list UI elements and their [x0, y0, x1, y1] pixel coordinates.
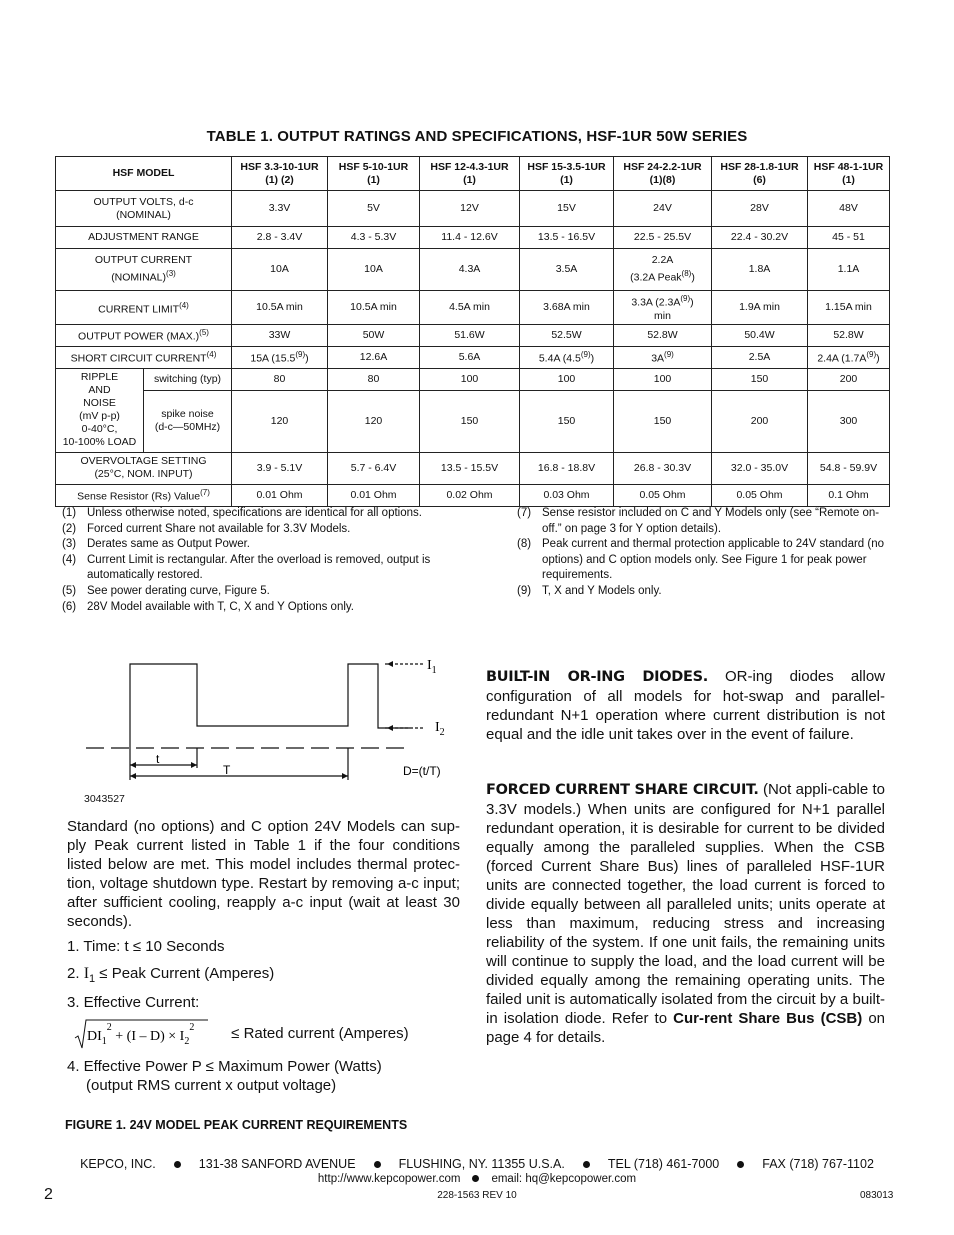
- table-cell: 24V: [614, 191, 712, 227]
- csb-reference: Cur-rent Share Bus (CSB): [673, 1010, 863, 1027]
- table-cell: 15V: [520, 191, 614, 227]
- table-cell: 2.8 - 3.4V: [232, 227, 328, 249]
- table-cell: 22.4 - 30.2V: [712, 227, 808, 249]
- table-cell: 32.0 - 35.0V: [712, 452, 808, 484]
- table-row: [56, 227, 890, 249]
- table-row: [56, 368, 890, 390]
- row-label: ADJUSTMENT RANGE: [56, 227, 232, 249]
- footer-company: KEPCO, INC.: [80, 1157, 156, 1171]
- table-cell: 28V: [712, 191, 808, 227]
- table-cell: 3.3A $(2.3A^{(9)})$ min: [614, 291, 712, 325]
- bullet-icon: [174, 1161, 181, 1168]
- table-row: [56, 346, 890, 368]
- table-cell: 13.5 - 16.5V: [520, 227, 614, 249]
- switching-label: switching (typ): [144, 368, 232, 390]
- table-cell: 5V: [328, 191, 420, 227]
- table-cell: 48V: [808, 191, 890, 227]
- table-cell: 52.8W: [614, 324, 712, 346]
- table-row: [56, 452, 890, 484]
- table-cell: 45 - 51: [808, 227, 890, 249]
- table-cell: 1.1A: [808, 249, 890, 291]
- spike-label: spike noise (d-c—50MHz): [144, 390, 232, 452]
- table-cell: 0.05 Ohm: [614, 484, 712, 506]
- right-column: [486, 667, 885, 1047]
- header-model-6: HSF 28-1.8-1UR (6): [712, 157, 808, 191]
- row-label: OUTPUT POWER $(MAX.)^{(5)}$: [56, 324, 232, 346]
- peak-current-paragraph: Standard (no options) and C option 24V Models can sup-ply Peak current listed in Table 1 if the four conditions listed below are met. This model includes thermal protec-tion, voltage shutdown type. Restart by removing a-c input; after sufficient cooling, reapply a-c input (wait at least 30 seconds).: [67, 818, 460, 930]
- table-row: [56, 191, 890, 227]
- page-number: 2: [44, 1186, 53, 1203]
- ripple-label: RIPPLE AND NOISE (mV p-p) 0-40°C, 10-100% LOAD: [56, 368, 144, 452]
- condition-1: 1. Time: t ≤ 10 Seconds: [67, 938, 225, 955]
- table-cell: 33W: [232, 324, 328, 346]
- bullet-icon: [737, 1161, 744, 1168]
- header-model-1: HSF 3.3-10-1UR (1) (2): [232, 157, 328, 191]
- table-cell: 54.8 - 59.9V: [808, 452, 890, 484]
- table-cell: 50W: [328, 324, 420, 346]
- table-cell: 16.8 - 18.8V: [520, 452, 614, 484]
- oring-text: OR-ing diodes allow configuration of all models for hot-swap and parallel-redundant N+1 operation where current distribution is not equal and the idle unit takes over in the event of failure.: [486, 668, 885, 743]
- table-cell: 150: [614, 390, 712, 452]
- table-cell: 1.15A min: [808, 291, 890, 325]
- table-cell: 150: [712, 368, 808, 390]
- table-row: [56, 484, 890, 506]
- condition-4-note: (output RMS current x output voltage): [86, 1077, 337, 1094]
- footnote: (1) Unless otherwise noted, specifications are identical for all options.: [62, 507, 422, 519]
- table-cell: 1.8A: [712, 249, 808, 291]
- footnote: (9) T, X and Y Models only.: [517, 584, 662, 597]
- table-cell: 3.9 - 5.1V: [232, 452, 328, 484]
- bullet-icon: [374, 1161, 381, 1168]
- table-header-row: [56, 157, 890, 191]
- footnote: (2) Forced current Share not available for 3.3V Models.: [62, 522, 351, 535]
- table-cell: 50.4W: [712, 324, 808, 346]
- effective-current-formula: $DI_1^2 + (I - D) \times I_2^2$ ≤ Rated current (Amperes): [73, 1016, 409, 1052]
- header-model-7: HSF 48-1-1UR (1): [808, 157, 890, 191]
- row-label: CURRENT LIMIT$^{(4)}$: [56, 291, 232, 325]
- label-T: T: [223, 763, 231, 777]
- table-cell: 200: [712, 390, 808, 452]
- bullet-icon: [583, 1161, 590, 1168]
- label-t: t: [156, 752, 160, 766]
- table-row: [56, 249, 890, 291]
- table-cell: 5.6A: [420, 346, 520, 368]
- table-cell: 12.6A: [328, 346, 420, 368]
- footer-web-link[interactable]: http://www.kepcopower.com: [317, 1173, 461, 1185]
- table-cell: 12V: [420, 191, 520, 227]
- condition-3: 3. Effective Current:: [67, 994, 200, 1011]
- table-cell: 52.5W: [520, 324, 614, 346]
- oring-heading: BUILT-IN OR-ING DIODES.: [486, 669, 708, 685]
- bullet-icon: [472, 1175, 479, 1182]
- table-cell: 5.4A (4.5$^{(9)}$): [520, 346, 614, 368]
- table-cell: 1.9A min: [712, 291, 808, 325]
- footnote: (7) Sense resistor included on C and Y Models only (see “Remote on-off.” on page 3 for Y option details).: [517, 507, 880, 535]
- footnote: (4) Current Limit is rectangular. After the overload is removed, output is automatically restored.: [62, 553, 431, 582]
- notes-right: [517, 506, 887, 600]
- table-cell: 300: [808, 390, 890, 452]
- row-label: OVERVOLTAGE SETTING (25°C, NOM. INPUT): [56, 452, 232, 484]
- footnote: (8) Peak current and thermal protection applicable to 24V standard (no options) and C option models only. See Figure 1 for peak power requirements.: [517, 538, 885, 582]
- header-model-label: HSF MODEL: [56, 157, 232, 191]
- current-share-section: FORCED CURRENT SHARE CIRCUIT. (Not appli-cable to 3.3V models.) When units are configured for N+1 parallel redundant operation, it is desirable for current to be divided equally among the paralleled supplies. When the CSB (forced Current Share Bus) lines of paralleled HSF-1UR units are connected together, the load current is forced to divide equally between all paralleled units; units operate at less than maximum, reducing stress and increasing reliability of the system. If one unit fails, the remaining units will continue to supply the load, and the load current will be divided equally among the remaining operating units. The failed unit is automatically isolated from the circuit by a built-in isolation diode. Refer to Cur-rent Share Bus (CSB) on page 4 for details.: [486, 781, 886, 1046]
- table-cell: 3.3V: [232, 191, 328, 227]
- current-share-heading: FORCED CURRENT SHARE CIRCUIT.: [486, 782, 759, 798]
- table-cell: 120: [328, 390, 420, 452]
- label-duty: D=(t/T): [403, 764, 441, 778]
- footer-address: KEPCO, INC. 131-38 SANFORD AVENUE FLUSHING, NY. 11355 U.S.A. TEL (718) 461-7000 FAX (718) 767-1102: [80, 1157, 874, 1171]
- table-cell: 0.02 Ohm: [420, 484, 520, 506]
- table-cell: 11.4 - 12.6V: [420, 227, 520, 249]
- table-cell: 4.3 - 5.3V: [328, 227, 420, 249]
- table-cell: 0.1 Ohm: [808, 484, 890, 506]
- table-cell: 0.05 Ohm: [712, 484, 808, 506]
- document-number: 228-1563 REV 10: [437, 1190, 517, 1201]
- table-row: [56, 390, 890, 452]
- table-cell: 51.6W: [420, 324, 520, 346]
- waveform: [130, 664, 410, 748]
- table-cell: 2.2A (3.2A Peak$^{(8)}$): [614, 249, 712, 291]
- table-cell: 26.8 - 30.3V: [614, 452, 712, 484]
- table-cell: 2.5A: [712, 346, 808, 368]
- oring-section: [486, 667, 885, 744]
- table-cell: 52.8W: [808, 324, 890, 346]
- footer-email-link[interactable]: email: hq@kepcopower.com: [491, 1173, 637, 1185]
- table-cell: 10A: [328, 249, 420, 291]
- date-code: 083013: [860, 1190, 894, 1201]
- header-model-4: HSF 15-3.5-1UR (1): [520, 157, 614, 191]
- label-i1: $I_1$: [427, 658, 437, 676]
- table-cell: 80: [232, 368, 328, 390]
- table-cell: 10.5A min: [232, 291, 328, 325]
- row-label: OUTPUT VOLTS, d-c (NOMINAL): [56, 191, 232, 227]
- table-cell: 4.3A: [420, 249, 520, 291]
- condition-2: 2. $I_1$ ≤ Peak Current (Amperes): [67, 965, 275, 985]
- table-cell: 0.03 Ohm: [520, 484, 614, 506]
- condition-4: 4. Effective Power P ≤ Maximum Power (Watts): [67, 1058, 382, 1075]
- current-share-text: (Not appli-cable to 3.3V models.) When units are configured for N+1 parallel redundant operation, it is desirable for current to be divided equally among the paralleled supplies. When the CSB (forced Current Share Bus) lines of paralleled HSF-1UR units are connected together, the load current is forced to divide equally between all paralleled units; units operate at less than maximum, reducing stress and increasing reliability of the system. If one unit fails, the remaining units will continue to supply the load, and the load current will be divided equally among the remaining operating units. The failed unit is automatically isolated from the circuit by a built-in isolation diode. Refer to: [486, 781, 885, 1027]
- table-row: [56, 324, 890, 346]
- table-cell: 2.4A $(1.7A^{(9)})$: [808, 346, 890, 368]
- header-model-3: HSF 12-4.3-1UR (1): [420, 157, 520, 191]
- table-cell: 3.5A: [520, 249, 614, 291]
- figure-id: 3043527: [84, 793, 125, 805]
- table-cell: 3.68A min: [520, 291, 614, 325]
- table-row: [56, 291, 890, 325]
- header-model-5: HSF 24-2.2-1UR (1)(8): [614, 157, 712, 191]
- table-cell: 15A (15.5$^{(9)}$): [232, 346, 328, 368]
- spec-table: [55, 156, 890, 507]
- table-cell: 5.7 - 6.4V: [328, 452, 420, 484]
- peak-current-figure: [80, 650, 460, 785]
- table-cell: 0.01 Ohm: [232, 484, 328, 506]
- footnote: (3) Derates same as Output Power.: [62, 538, 250, 551]
- table-cell: 150: [520, 390, 614, 452]
- table-cell: 200: [808, 368, 890, 390]
- figure-caption: FIGURE 1. 24V MODEL PEAK CURRENT REQUIREMENTS: [65, 1118, 408, 1132]
- table-cell: 100: [420, 368, 520, 390]
- footnote: (6) 28V Model available with T, C, X and Y Options only.: [62, 600, 354, 613]
- notes-left: [62, 506, 472, 615]
- table-cell: 100: [614, 368, 712, 390]
- rms-formula-graphic: [73, 1016, 223, 1052]
- table-cell: 10A: [232, 249, 328, 291]
- table-cell: 4.5A min: [420, 291, 520, 325]
- header-model-2: HSF 5-10-1UR (1): [328, 157, 420, 191]
- row-label: SHORT CIRCUIT CURRENT$^{(4)}$: [56, 346, 232, 368]
- table-cell: 10.5A min: [328, 291, 420, 325]
- table-cell: 100: [520, 368, 614, 390]
- row-label: Sense Resistor (Rs) Value$^{(7)}$: [56, 484, 232, 506]
- label-i2: $I_2$: [435, 720, 445, 738]
- table-cell: 13.5 - 15.5V: [420, 452, 520, 484]
- table-cell: 150: [420, 390, 520, 452]
- table-cell: 80: [328, 368, 420, 390]
- table-cell: 22.5 - 25.5V: [614, 227, 712, 249]
- table-title: TABLE 1. OUTPUT RATINGS AND SPECIFICATIONS, HSF-1UR 50W SERIES: [206, 128, 748, 145]
- footer-contact: [0, 1173, 954, 1185]
- table-cell: $3A^{(9)}$: [614, 346, 712, 368]
- table-cell: 120: [232, 390, 328, 452]
- svg-text:DI12 + (I – D) × I22: $DI_1^2 + (I - D) \times I_2^2$: [87, 1022, 195, 1047]
- footnote: (5) See power derating curve, Figure 5.: [62, 584, 270, 597]
- table-cell: 0.01 Ohm: [328, 484, 420, 506]
- row-label: OUTPUT CURRENT (NOMINAL)$^{(3)}$: [56, 249, 232, 291]
